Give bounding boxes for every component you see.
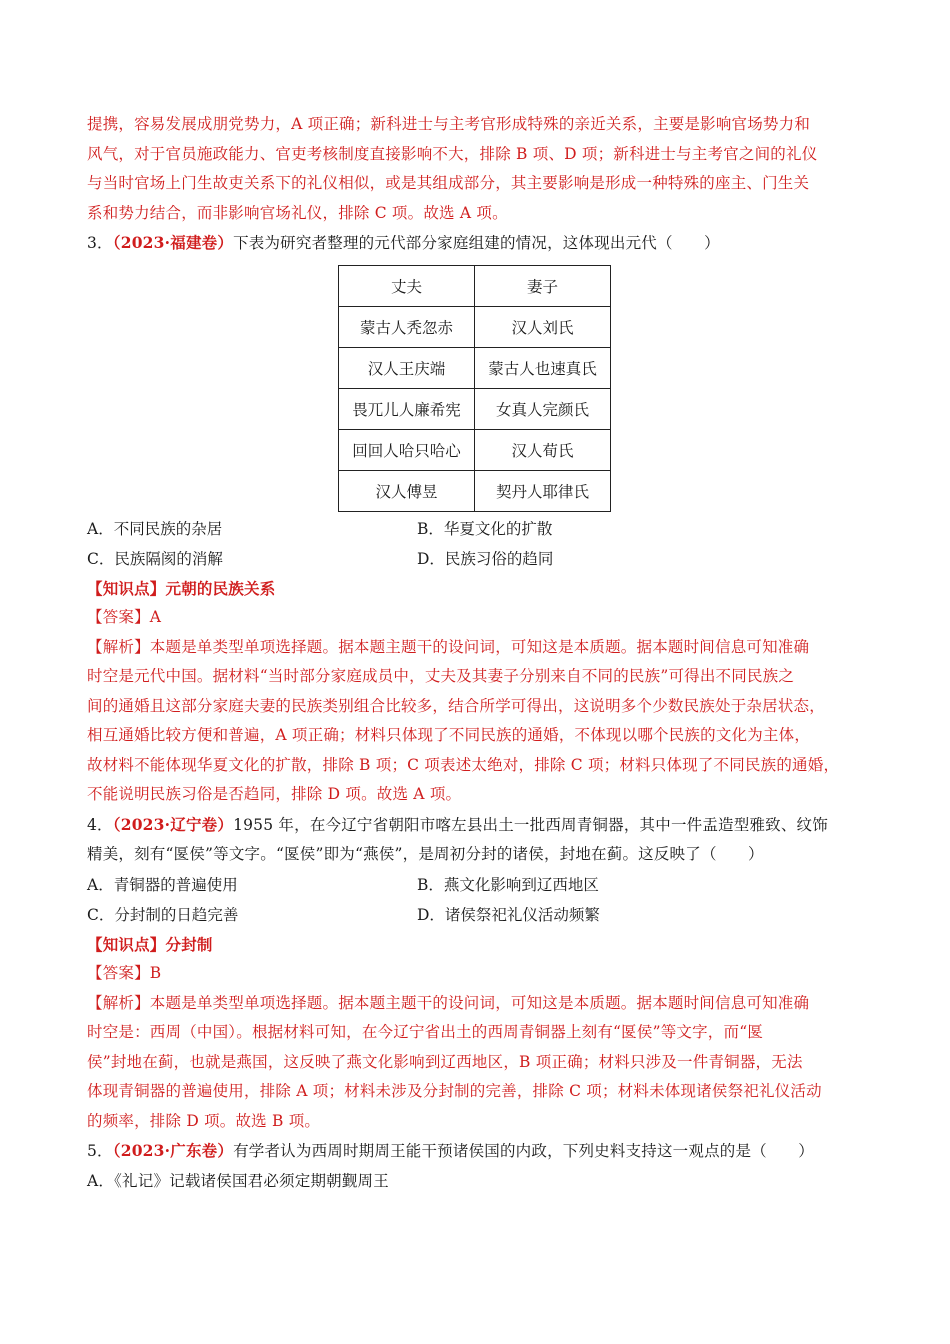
answer: 【答案】A (87, 608, 162, 626)
question-number: 3． (87, 234, 113, 252)
text-line: 间的通婚且这部分家庭夫妻的民族类别组合比较多，结合所学可得出，这说明多个少数民族处于杂居状态， (87, 696, 825, 715)
text-line: 系和势力结合，而非影响官场礼仪，排除 C 项。故选 A 项。 (87, 203, 508, 222)
question-text: 1955 年，在今辽宁省朝阳市喀左县出土一批西周青铜器，其中一件盂造型雅致、纹饰 (233, 815, 828, 834)
analysis (87, 989, 872, 1137)
option-c: C．民族隔阂的消解 (87, 549, 223, 568)
options-row (87, 900, 872, 930)
knowledge-point: 【知识点】分封制 (87, 934, 213, 954)
option-a: A．不同民族的杂居 (87, 519, 223, 538)
table-cell: 汉人刘氏 (475, 306, 611, 347)
table-cell: 回回人哈只哈心 (339, 429, 475, 470)
knowledge-point: 【知识点】元朝的民族关系 (87, 578, 276, 598)
question-stem (87, 1136, 872, 1167)
question-text: 精美，刻有“匽侯”等文字。“匽侯”即为“燕侯”，是周初分封的诸侯，封地在蓟。这反映了（ ） (87, 845, 764, 863)
option-d: D．诸侯祭祀礼仪活动频繁 (417, 905, 600, 924)
answer: 【答案】B (87, 964, 162, 982)
option-c: C．分封制的日趋完善 (87, 905, 239, 924)
previous-analysis (87, 110, 872, 228)
option-a: A．青铜器的普遍使用 (87, 875, 238, 894)
table-cell: 汉人傅昱 (339, 470, 475, 511)
option-d: D．民族习俗的趋同 (417, 549, 554, 568)
table-cell: 畏兀儿人廉希宪 (339, 388, 475, 429)
text-line: 与当时官场上门生故吏关系下的礼仪相似，或是其组成部分，其主要影响是形成一种特殊的座主、门生关 (87, 174, 810, 192)
text-line: 【解析】本题是单类型单项选择题。据本题主题干的设问词，可知这是本质题。据本题时间信息可知准确 (87, 993, 810, 1012)
document-page (87, 110, 872, 1196)
analysis (87, 633, 872, 810)
table-row (339, 388, 611, 429)
table-header: 丈夫 (339, 265, 475, 306)
text-line: 的频率，排除 D 项。故选 B 项。 (87, 1111, 321, 1130)
table-row (339, 347, 611, 388)
table-cell: 蒙古人秃忽赤 (339, 306, 475, 347)
question-source: （2023·福建卷） (112, 233, 234, 252)
question-source: （2023·辽宁卷） (112, 814, 234, 834)
option-b: B．华夏文化的扩散 (417, 519, 553, 538)
option-b: B．燕文化影响到辽西地区 (417, 875, 599, 894)
question-text: 下表为研究者整理的元代部分家庭组建的情况，这体现出元代（ ） (233, 234, 720, 252)
option-a: A．《礼记》记载诸侯国君必须定期朝觐周王 (87, 1171, 389, 1190)
question-3 (87, 228, 872, 810)
question-text: 有学者认为西周时期周王能干预诸侯国的内政，下列史料支持这一观点的是（ ） (233, 1142, 814, 1160)
text-line: 风气，对于官员施政能力、官吏考核制度直接影响不大，排除 B 项、D 项；新科进士与主考官之间的礼仪 (87, 144, 818, 163)
question-stem (87, 228, 872, 259)
text-line: 侯”封地在蓟，也就是燕国，这反映了燕文化影响到辽西地区，B 项正确；材料只涉及一件青铜器，无法 (87, 1052, 803, 1071)
family-table (338, 265, 611, 512)
options-row (87, 870, 872, 900)
table-cell: 汉人荀氏 (475, 429, 611, 470)
question-number: 4． (87, 815, 113, 834)
question-5 (87, 1136, 872, 1196)
question-4 (87, 810, 872, 1137)
options-row (87, 514, 872, 544)
text-line: 时空是元代中国。据材料“当时部分家庭成员中，丈夫及其妻子分别来自不同的民族”可得出不同民族之 (87, 667, 795, 685)
text-line: 体现青铜器的普遍使用，排除 A 项；材料未涉及分封制的完善，排除 C 项；材料未体现诸侯祭祀礼仪活动 (87, 1082, 822, 1100)
table-cell: 蒙古人也速真氏 (475, 347, 611, 388)
text-line: 时空是：西周（中国）。根据材料可知，在今辽宁省出土的西周青铜器上刻有“匽侯”等文字，而“匽 (87, 1023, 764, 1041)
question-number: 5． (87, 1142, 113, 1160)
question-source: （2023·广东卷） (112, 1141, 234, 1160)
text-line: 提携，容易发展成朋党势力，A 项正确；新科进士与主考官形成特殊的亲近关系，主要是影响官场势力和 (87, 115, 811, 133)
table-header-row (339, 265, 611, 306)
table-row (339, 306, 611, 347)
table-cell: 女真人完颜氏 (475, 388, 611, 429)
table-row (339, 470, 611, 511)
question-stem (87, 810, 872, 841)
table-cell: 汉人王庆端 (339, 347, 475, 388)
text-line: 故材料不能体现华夏文化的扩散，排除 B 项；C 项表述太绝对，排除 C 项；材料只体现了不同民族的通婚， (87, 755, 840, 774)
table-header: 妻子 (475, 265, 611, 306)
text-line: 【解析】本题是单类型单项选择题。据本题主题干的设问词，可知这是本质题。据本题时间信息可知准确 (87, 637, 810, 656)
text-line: 不能说明民族习俗是否趋同，排除 D 项。故选 A 项。 (87, 785, 462, 803)
table-row (339, 429, 611, 470)
text-line: 相互通婚比较方便和普遍，A 项正确；材料只体现了不同民族的通婚，不体现以哪个民族的文化为主体， (87, 726, 811, 744)
options-row (87, 544, 872, 574)
table-cell: 契丹人耶律氏 (475, 470, 611, 511)
